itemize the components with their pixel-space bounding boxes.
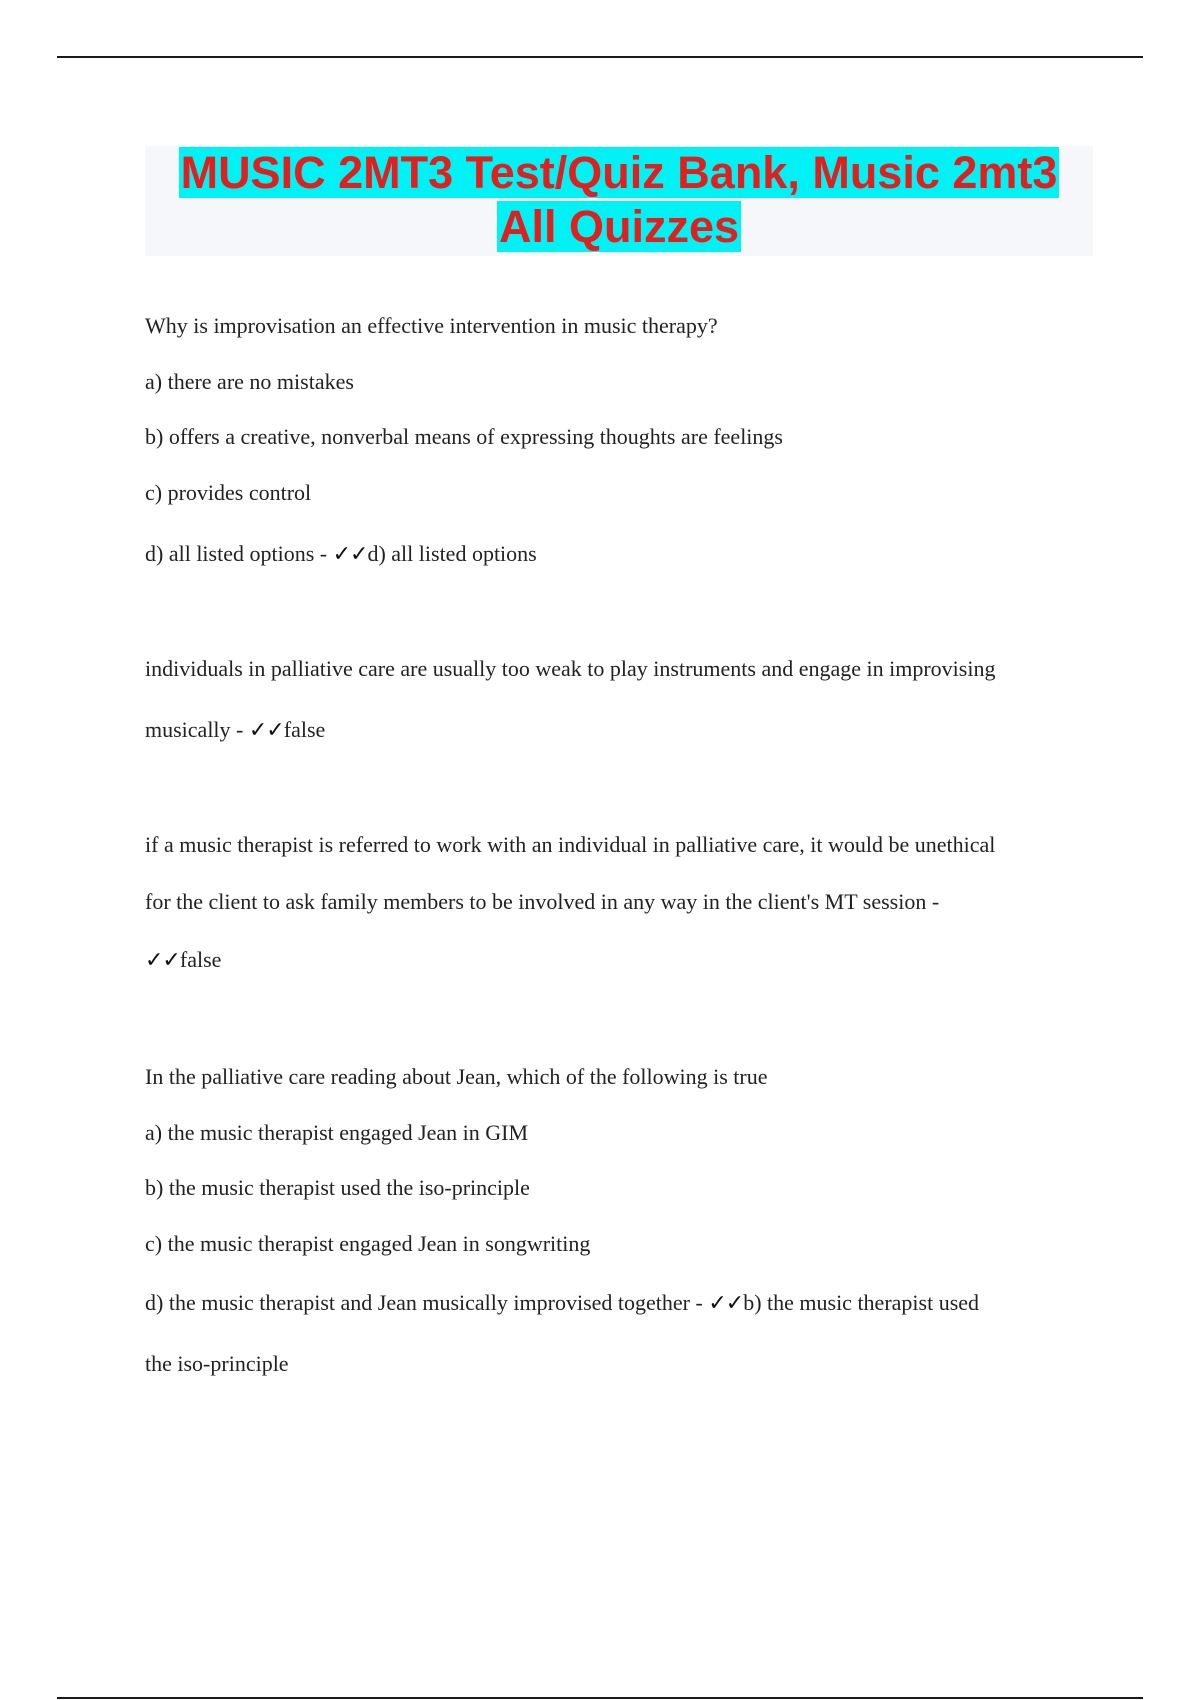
question-4-option-c: c) the music therapist engaged Jean in songwriting xyxy=(145,1231,591,1256)
question-4-option-a: a) the music therapist engaged Jean in GIM xyxy=(145,1120,529,1145)
document-title xyxy=(145,146,1093,256)
question-1-answer-line xyxy=(145,540,537,569)
double-check-icon: ✓✓ xyxy=(248,718,284,743)
double-check-icon: ✓✓ xyxy=(708,1291,744,1316)
double-check-icon: ✓✓ xyxy=(332,542,368,567)
question-1-answer: d) all listed options xyxy=(367,541,537,566)
question-4-answer: b) the music therapist used xyxy=(743,1290,980,1315)
question-2-prompt: individuals in palliative care are usually too weak to play instruments and engage in improvising xyxy=(145,656,996,681)
title-line-2: All Quizzes xyxy=(498,201,740,252)
question-2-answer-line xyxy=(145,716,325,745)
double-check-icon: ✓✓ xyxy=(145,948,180,973)
question-3-answer-line xyxy=(145,946,221,975)
question-3-prompt-line-1: if a music therapist is referred to work with an individual in palliative care, it would be unethical xyxy=(145,832,996,857)
question-3-answer: false xyxy=(179,947,222,972)
bottom-rule xyxy=(57,1697,1143,1699)
question-1-prompt: Why is improvisation an effective intervention in music therapy? xyxy=(145,313,718,338)
title-line-1: MUSIC 2MT3 Test/Quiz Bank, Music 2mt3 xyxy=(180,147,1058,198)
question-4-option-d: d) the music therapist and Jean musically improvised together - xyxy=(145,1290,709,1315)
question-4-answer-continued: the iso-principle xyxy=(145,1351,289,1376)
question-4-option-b: b) the music therapist used the iso-principle xyxy=(145,1175,530,1200)
question-1-option-a: a) there are no mistakes xyxy=(145,369,354,394)
question-2-answer: false xyxy=(283,717,326,742)
question-4-prompt: In the palliative care reading about Jean, which of the following is true xyxy=(145,1064,768,1089)
top-rule xyxy=(57,56,1143,58)
question-1-option-c: c) provides control xyxy=(145,480,312,505)
question-1-option-b: b) offers a creative, nonverbal means of expressing thoughts are feelings xyxy=(145,424,783,449)
question-4-answer-line xyxy=(145,1289,979,1318)
question-1-option-d: d) all listed options - xyxy=(145,541,333,566)
question-3-prompt-line-2: for the client to ask family members to be involved in any way in the client's MT session - xyxy=(145,889,940,914)
question-2-prompt-end: musically - xyxy=(145,717,249,742)
